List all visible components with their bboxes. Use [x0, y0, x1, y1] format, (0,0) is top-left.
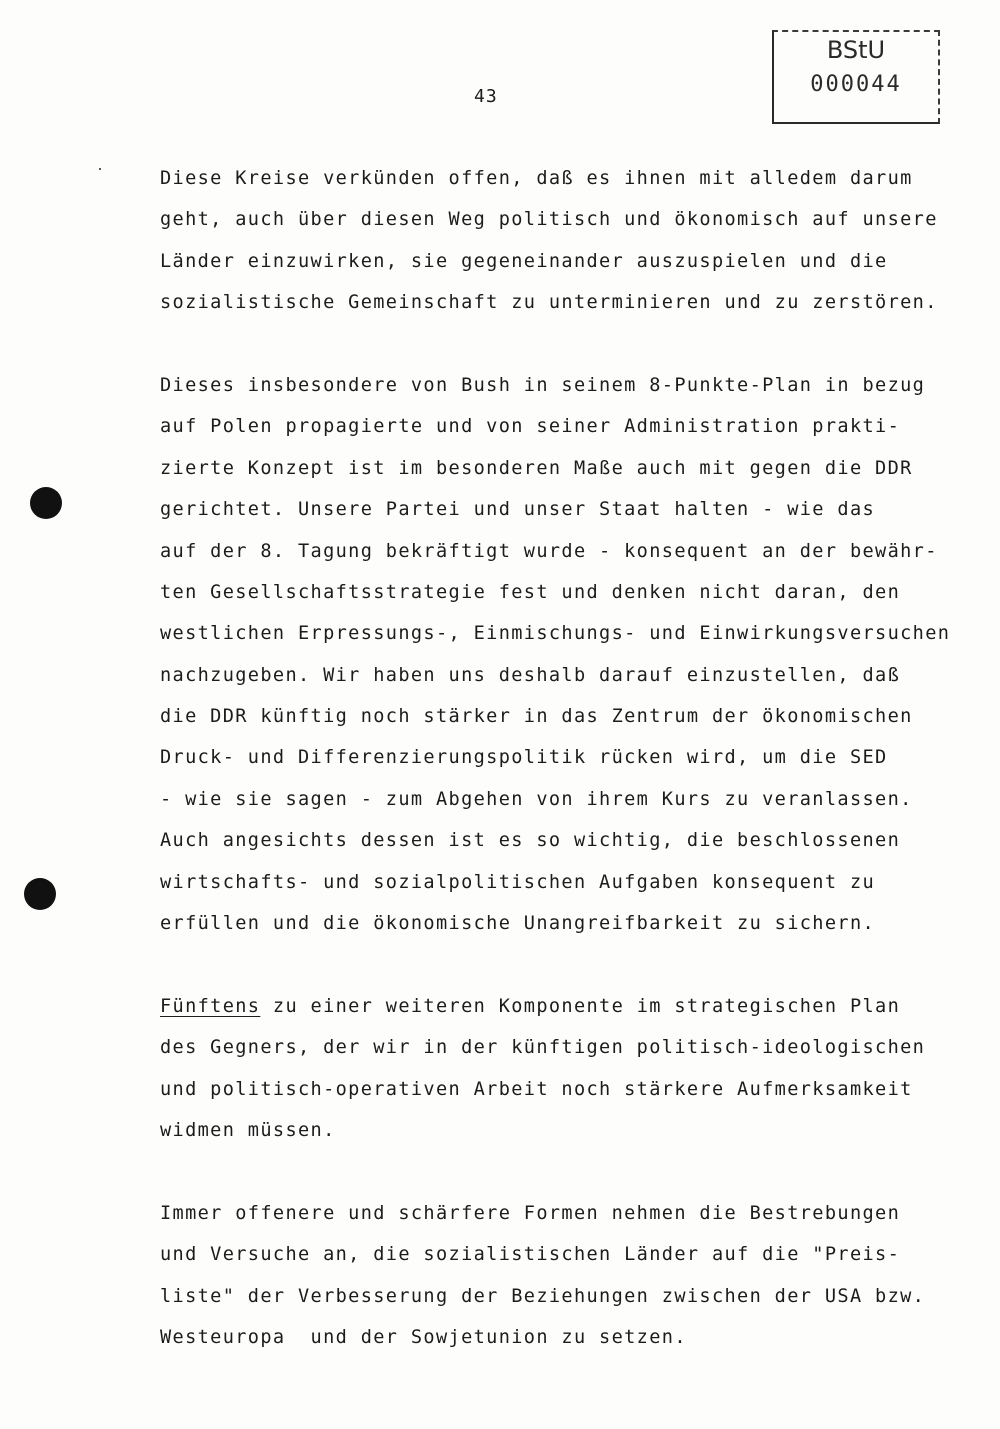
text-line: ten Gesellschaftsstrategie fest und denken nicht daran, den	[160, 581, 901, 603]
text-line: zierte Konzept ist im besonderen Maße auch mit gegen die DDR	[160, 457, 913, 479]
stamp-label: BStU	[826, 36, 886, 64]
text-line-rest: zu einer weiteren Komponente im strategischen Plan	[260, 995, 901, 1017]
text-line: Auch angesichts dessen ist es so wichtig, die beschlossenen	[160, 830, 901, 852]
text-line: Diese Kreise verkünden offen, daß es ihnen mit alledem darum	[160, 168, 913, 189]
paragraph-gap	[160, 944, 950, 985]
text-line: und Versuche an, die sozialistischen Länder auf die "Preis-	[160, 1244, 901, 1266]
text-line: - wie sie sagen - zum Abgehen von ihrem Kurs zu veranlassen.	[160, 788, 913, 810]
text-line: geht, auch über diesen Weg politisch und ökonomisch auf unsere	[160, 209, 938, 231]
archive-stamp	[772, 30, 940, 124]
text-line: sozialistische Gemeinschaft zu unterminieren und zu zerstören.	[160, 292, 938, 314]
section-keyword: Fünftens	[160, 995, 261, 1017]
text-line: liste" der Verbesserung der Beziehungen zwischen der USA bzw.	[160, 1285, 926, 1307]
text-line: widmen müssen.	[160, 1119, 336, 1141]
text-line: und politisch-operativen Arbeit noch stärkere Aufmerksamkeit	[160, 1078, 913, 1100]
paragraph-4	[160, 1193, 950, 1359]
paragraph-gap	[160, 324, 950, 365]
text-line: westlichen Erpressungs-, Einmischungs- und Einwirkungsversuchen	[160, 623, 951, 645]
text-line: auf der 8. Tagung bekräftigt wurde - konsequent an der bewähr-	[160, 540, 938, 562]
text-line: gerichtet. Unsere Partei und unser Staat halten - wie das	[160, 499, 876, 521]
paper-speck	[99, 168, 101, 170]
text-line: Dieses insbesondere von Bush in seinem 8-Punkte-Plan in bezug	[160, 374, 926, 396]
text-line: nachzugeben. Wir haben uns deshalb darauf einzustellen, daß	[160, 664, 901, 686]
text-line	[160, 986, 950, 1027]
text-line: die DDR künftig noch stärker in das Zentrum der ökonomischen	[160, 706, 913, 728]
text-line: des Gegners, der wir in der künftigen politisch-ideologischen	[160, 1037, 926, 1059]
paragraph-2	[160, 365, 950, 944]
text-line: Immer offenere und schärfere Formen nehmen die Bestrebungen	[160, 1202, 901, 1224]
text-line: Westeuropa und der Sowjetunion zu setzen.	[160, 1326, 687, 1348]
stamp-number: 000044	[810, 72, 902, 97]
punch-hole-top	[30, 487, 62, 519]
paragraph-1	[160, 158, 950, 324]
page-number: 43	[474, 86, 498, 107]
paragraph-3	[160, 986, 950, 1152]
punch-hole-bottom	[24, 878, 56, 910]
text-line: erfüllen und die ökonomische Unangreifbarkeit zu sichern.	[160, 913, 876, 935]
text-line: auf Polen propagierte und von seiner Administration prakti-	[160, 416, 901, 438]
text-line: Länder einzuwirken, sie gegeneinander auszuspielen und die	[160, 250, 888, 272]
text-line: wirtschafts- und sozialpolitischen Aufgaben konsequent zu	[160, 871, 876, 893]
paragraph-gap	[160, 1151, 950, 1192]
body-text	[160, 158, 950, 1358]
text-line: Druck- und Differenzierungspolitik rücken wird, um die SED	[160, 747, 888, 769]
